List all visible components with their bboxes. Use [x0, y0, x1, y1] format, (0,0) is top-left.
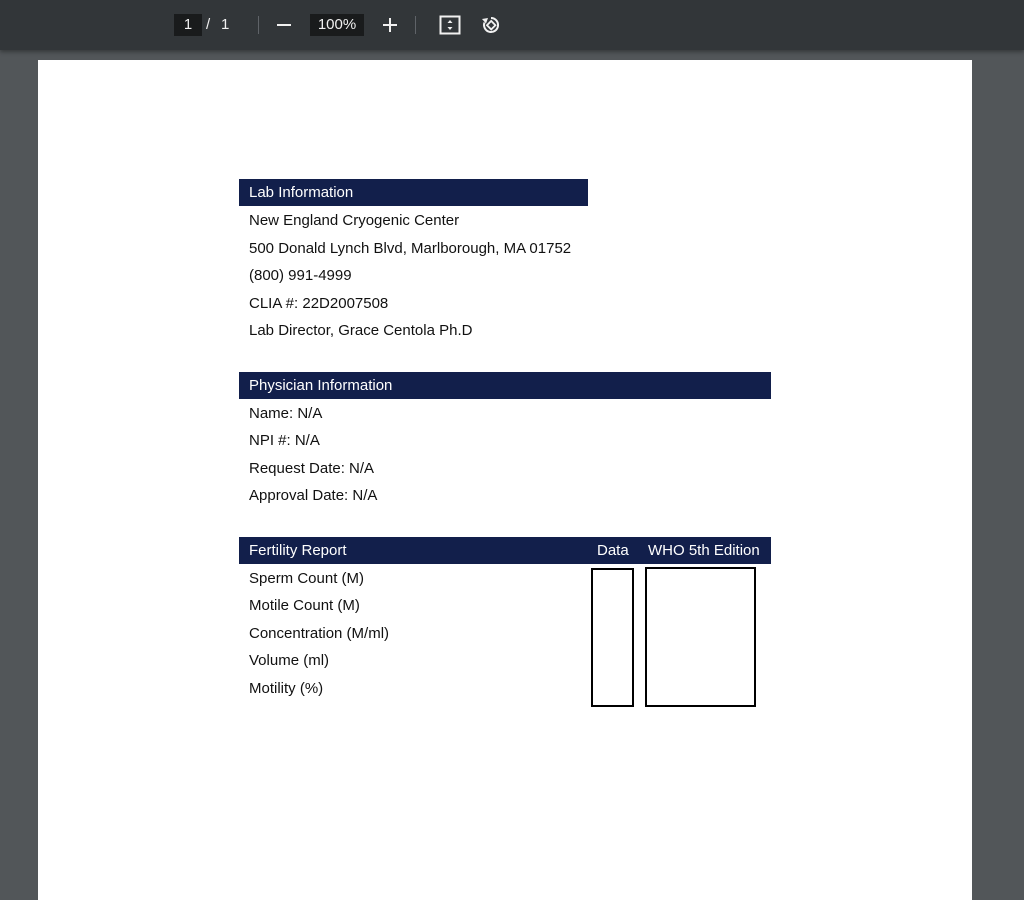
physician-information-title: Physician Information: [249, 377, 393, 394]
rotate-icon: [480, 14, 502, 36]
fit-to-page-button[interactable]: [436, 11, 464, 39]
zoom-out-icon: [276, 17, 292, 33]
row-sperm-count: Sperm Count (M): [249, 570, 365, 587]
total-pages: 1: [221, 16, 230, 33]
lab-director: Lab Director, Grace Centola Ph.D: [249, 322, 473, 339]
fertility-report-header: [239, 537, 771, 564]
fertility-report-title: Fertility Report: [249, 542, 347, 559]
zoom-input[interactable]: [310, 14, 364, 36]
lab-information-header: [239, 179, 588, 206]
zoom-out-button[interactable]: [270, 11, 298, 39]
physician-information-header: [239, 372, 771, 399]
lab-information-title: Lab Information: [249, 184, 354, 201]
row-motility: Motility (%): [249, 680, 324, 697]
physician-name: Name: N/A: [249, 405, 323, 422]
zoom-in-icon: [382, 17, 398, 33]
who-column-header: WHO 5th Edition: [648, 542, 760, 559]
row-concentration: Concentration (M/ml): [249, 625, 390, 642]
toolbar-divider: [415, 16, 416, 34]
row-motile-count: Motile Count (M): [249, 597, 360, 614]
lab-name: New England Cryogenic Center: [249, 212, 460, 229]
toolbar-divider: [258, 16, 259, 34]
lab-address: 500 Donald Lynch Blvd, Marlborough, MA 01752: [249, 240, 572, 257]
page-number-input[interactable]: [174, 14, 202, 36]
page-separator: /: [206, 16, 211, 33]
pdf-toolbar: [0, 0, 1024, 50]
request-date: Request Date: N/A: [249, 460, 375, 477]
approval-date: Approval Date: N/A: [249, 487, 378, 504]
lab-clia: CLIA #: 22D2007508: [249, 295, 389, 312]
row-volume: Volume (ml): [249, 652, 330, 669]
zoom-in-button[interactable]: [376, 11, 404, 39]
fit-to-page-icon: [439, 15, 461, 35]
who-values-field[interactable]: [645, 567, 756, 707]
rotate-button[interactable]: [477, 11, 505, 39]
physician-npi: NPI #: N/A: [249, 432, 320, 449]
lab-phone: (800) 991-4999: [249, 267, 352, 284]
data-column-header: Data: [597, 542, 629, 559]
data-values-field[interactable]: [591, 568, 634, 707]
